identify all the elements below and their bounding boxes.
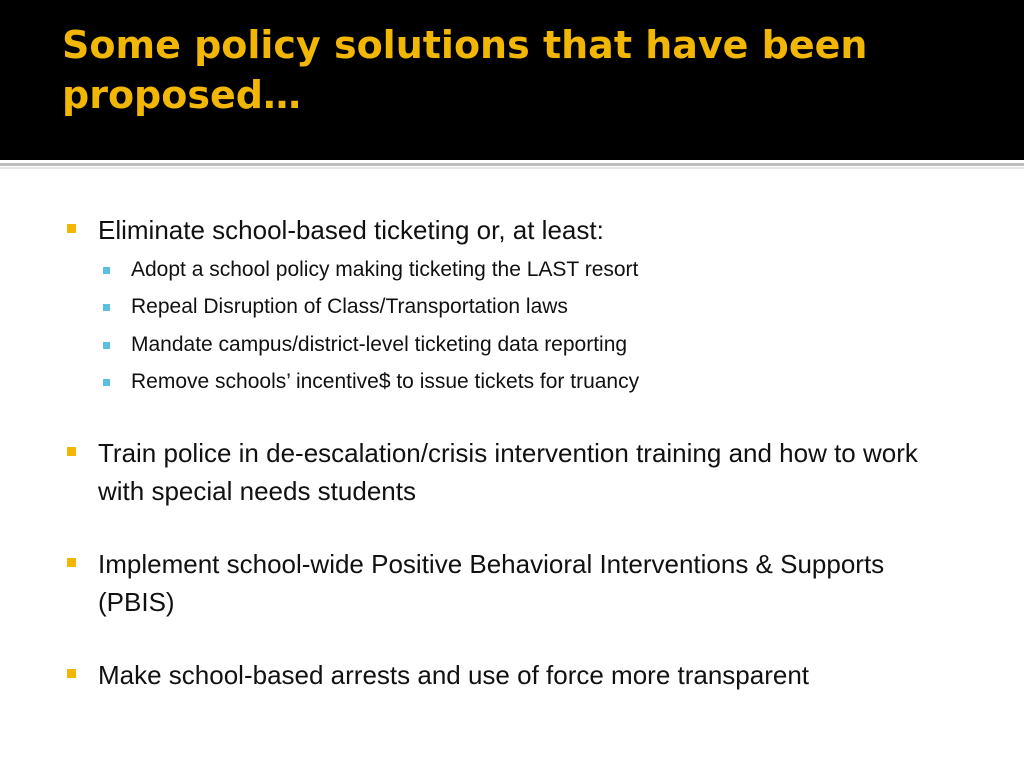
sub-bullet-square-icon [103,379,110,386]
bullet-text-1: Eliminate school-based ticketing or, at least: [98,215,604,245]
sub-bullet-square-icon [103,304,110,311]
sub-bullet-square-icon [103,342,110,349]
bullet-square-icon [67,447,76,456]
sub-bullet-square-icon [103,267,110,274]
sub-bullet-text-3: Mandate campus/district-level ticketing data reporting [131,333,628,356]
bullet-square-icon [67,558,76,567]
bullet-square-icon [67,224,76,233]
bullet-square-icon [67,669,76,678]
sub-bullet-text-1: Adopt a school policy making ticketing the LAST resort [131,258,639,281]
bullet-text-3: Implement school-wide Positive Behavioral Interventions & Supports (PBIS) [98,549,885,617]
sub-bullet-text-2: Repeal Disruption of Class/Transportation laws [131,295,568,318]
bullet-text-4: Make school-based arrests and use of force more transparent [98,660,810,690]
sub-bullet-text-4: Remove schools’ incentive$ to issue tickets for truancy [131,370,640,393]
slide-title: Some policy solutions that have been proposed… [62,23,868,117]
bullet-text-2: Train police in de-escalation/crisis intervention training and how to work with special needs students [98,438,918,506]
